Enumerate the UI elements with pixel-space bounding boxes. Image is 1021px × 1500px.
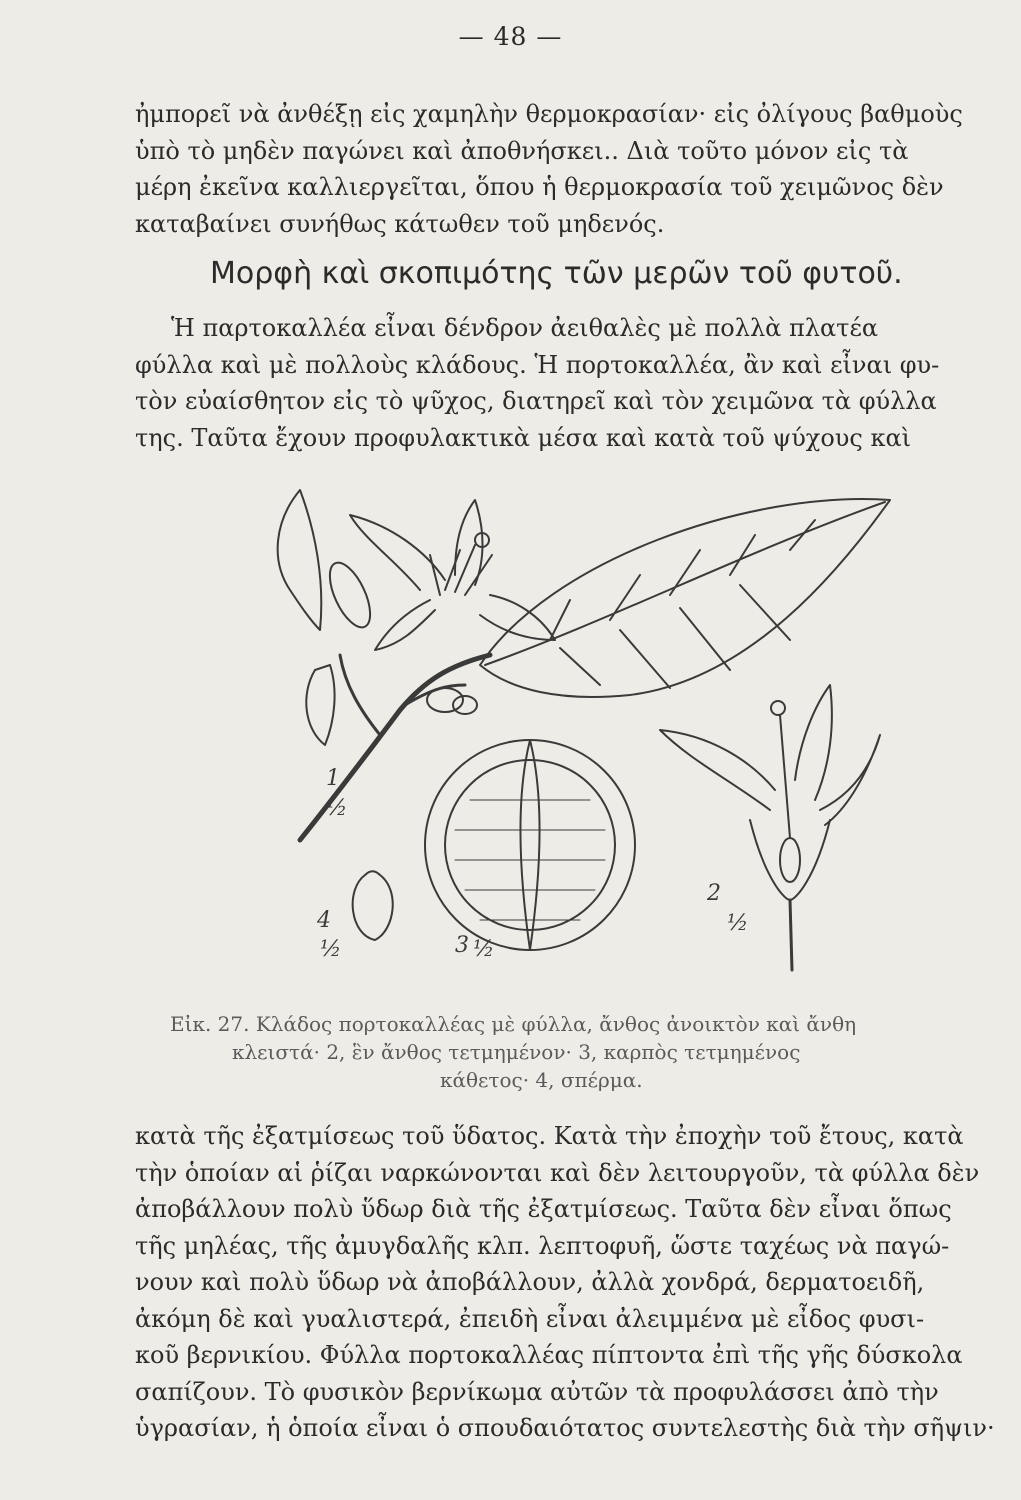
figure-label-1: 1	[326, 766, 340, 791]
seed	[353, 871, 393, 940]
ovary-section	[780, 838, 800, 882]
paragraph-line: τὴν ὁποίαν αἱ ῥίζαι ναρκώνονται καὶ δὲν λειτουργοῦν, τὰ φύλλα δὲν	[135, 1158, 980, 1187]
large-leaf	[480, 499, 890, 697]
paragraph-line: φύλλα καὶ μὲ πολλοὺς κλάδους. Ἡ πορτοκαλλέα, ἂν καὶ εἶναι φυ-	[135, 350, 940, 379]
caption-line: κάθετος· 4, σπέρμα.	[440, 1068, 643, 1092]
figure-caption	[170, 1010, 970, 1094]
paragraph-line: σαπίζουν. Τὸ φυσικὸν βερνίκωμα αὐτῶν τὰ προφυλάσσει ἀπὸ τὴν	[135, 1377, 939, 1406]
open-flower-petal	[455, 500, 483, 585]
figure-label-4: 4	[317, 908, 331, 933]
page-number: — 48 —	[458, 22, 563, 51]
paragraph-line: ὑγρασίαν, ἡ ὁποία εἶναι ὁ σπουδαιότατος συντελεστὴς διὰ τὴν σῆψιν·	[135, 1414, 995, 1442]
paragraph-line: τὸν εὐαίσθητον εἰς τὸ ψῦχος, διατηρεῖ καὶ τὸν χειμῶνα τὰ φύλλα	[135, 387, 937, 415]
sectioned-flower-stalk	[790, 900, 792, 970]
flower-bud	[427, 688, 463, 712]
sectioned-flower-petal	[795, 685, 832, 800]
flower-bud	[453, 696, 477, 714]
paragraph-line: ἠμπορεῖ νὰ ἀνθέξῃ εἰς χαμηλὴν θερμοκρασίαν· εἰς ὀλίγους βαθμοὺς	[135, 100, 963, 128]
figure-label-1-scale: ½	[326, 796, 348, 821]
cut-fruit-outline	[425, 740, 635, 950]
cut-fruit-inner	[445, 760, 615, 930]
small-leaf	[306, 665, 334, 745]
caption-line: κλειστά· 2, ἓν ἄνθος τετμημένον· 3, καρπὸς τετμημένος	[232, 1040, 801, 1064]
figure-label-3: 3	[455, 933, 469, 958]
open-flower-petal	[350, 515, 445, 590]
flower-bud	[322, 557, 379, 633]
narrow-leaf	[278, 490, 322, 630]
paragraph-line: νουν καὶ πολὺ ὕδωρ νὰ ἀποβάλλουν, ἀλλὰ χονδρά, δερματοειδῆ,	[135, 1268, 925, 1296]
paragraph-line: ἀκόμη δὲ καὶ γυαλιστερά, ἐπειδὴ εἶναι ἀλειμμένα μὲ εἶδος φυσι-	[135, 1304, 925, 1333]
paragraph-2	[135, 310, 985, 456]
figure-label-2: 2	[707, 881, 721, 906]
open-flower-petal	[375, 600, 435, 650]
figure-label-2-scale: ½	[727, 911, 749, 936]
paragraph-line: κατὰ τῆς ἐξατμίσεως τοῦ ὕδατος. Κατὰ τὴν ἐποχὴν τοῦ ἔτους, κατὰ	[135, 1122, 964, 1150]
sectioned-flower-pistil	[780, 715, 790, 838]
paragraph-1	[135, 96, 985, 242]
cut-fruit-core	[521, 740, 540, 950]
branch-twig	[340, 655, 380, 735]
botanical-drawing	[230, 480, 930, 990]
paragraph-line: καταβαίνει συνήθως κάτωθεν τοῦ μηδενός.	[135, 209, 665, 238]
caption-line: Εἰκ. 27. Κλάδος πορτοκαλλέας μὲ φύλλα, ἄνθος ἀνοικτὸν καὶ ἄνθη	[170, 1012, 857, 1036]
sectioned-flower-stigma	[771, 701, 785, 715]
paragraph-line: κοῦ βερνικίου. Φύλλα πορτοκαλλέας πίπτοντα ἐπὶ τῆς γῆς δύσκολα	[135, 1341, 963, 1369]
paragraph-line: της. Ταῦτα ἔχουν προφυλακτικὰ μέσα καὶ κατὰ τοῦ ψύχους καὶ	[135, 423, 912, 452]
orange-branch-illustration	[230, 480, 930, 990]
paragraph-line: ἀποβάλλουν πολὺ ὕδωρ διὰ τῆς ἐξατμίσεως. Ταῦτα δὲν εἶναι ὅπως	[135, 1195, 952, 1223]
paragraph-line: Ἡ παρτοκαλλέα εἶναι δένδρον ἀειθαλὲς μὲ πολλὰ πλατέα	[171, 314, 879, 342]
figure-label-4-scale: ½	[320, 937, 342, 962]
section-heading: Μορφὴ καὶ σκοπιμότης τῶν μερῶν τοῦ φυτοῦ.	[210, 256, 903, 291]
paragraph-line: ὑπὸ τὸ μηδὲν παγώνει καὶ ἀποθνήσκει.. Διὰ τοῦτο μόνον εἰς τὰ	[135, 136, 909, 165]
paragraph-3	[135, 1118, 995, 1447]
paragraph-line: τῆς μηλέας, τῆς ἀμυγδαλῆς κλπ. λεπτοφυῆ, ὥστε ταχέως νὰ παγώ-	[135, 1231, 950, 1260]
figure-label-3-scale: ½	[473, 937, 495, 962]
sectioned-flower-petal	[660, 730, 775, 810]
paragraph-line: μέρη ἐκεῖνα καλλιεργεῖται, ὅπου ἡ θερμοκρασία τοῦ χειμῶνος δὲν	[135, 173, 944, 201]
